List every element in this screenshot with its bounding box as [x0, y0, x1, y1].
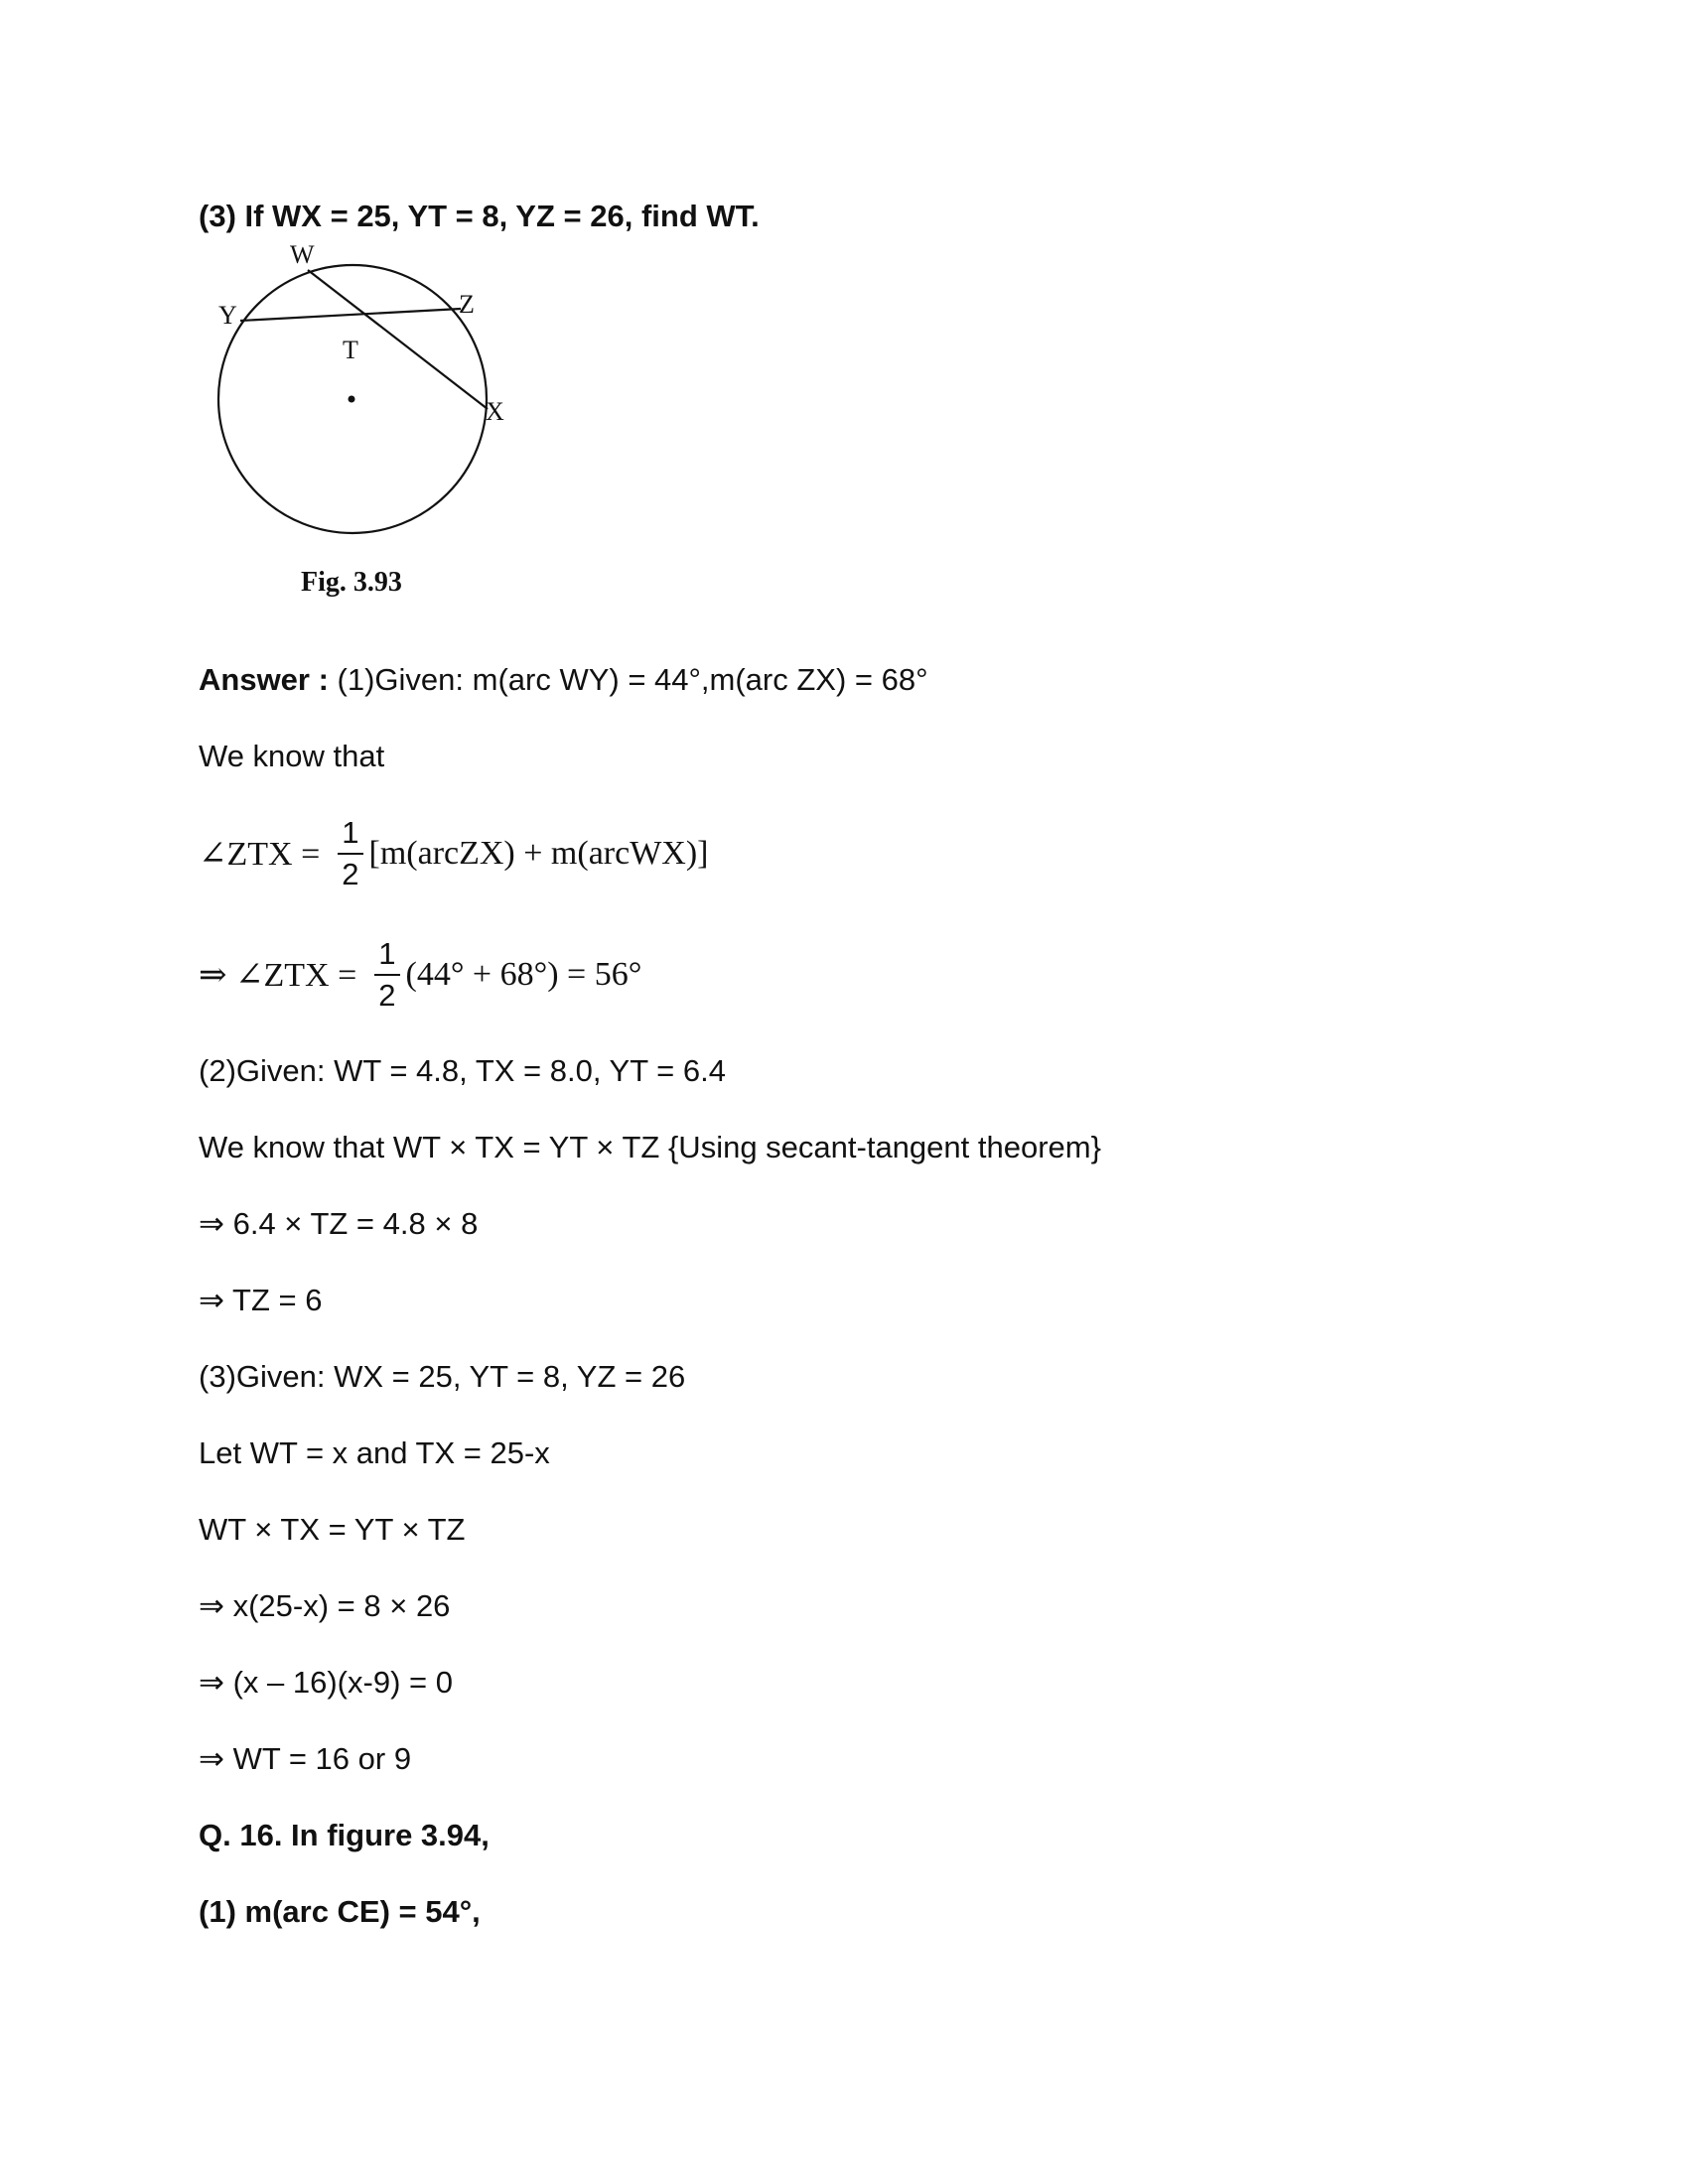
label-z: Z [459, 290, 475, 319]
part3-step2: ⇒ (x – 16)(x-9) = 0 [199, 1665, 453, 1700]
part2-theorem: We know that WT × TX = YT × TZ {Using secant-tangent theorem} [199, 1130, 1101, 1164]
part3-given: (3)Given: WX = 25, YT = 8, YZ = 26 [199, 1359, 686, 1394]
answer-part1 [199, 660, 928, 700]
eq2-rhs: (44° + 68°) = 56° [405, 956, 642, 993]
eq2-fraction [374, 936, 399, 1014]
equation-angle-result [199, 925, 641, 1024]
answer-label: Answer : [199, 662, 329, 697]
center-point [349, 396, 355, 403]
question16-heading: Q. 16. In figure 3.94, [199, 1818, 490, 1852]
figure-caption: Fig. 3.93 [301, 567, 402, 598]
part2-given: (2)Given: WT = 4.8, TX = 8.0, YT = 6.4 [199, 1053, 726, 1088]
eq2-denominator: 2 [378, 978, 396, 1013]
part3-step1: ⇒ x(25-x) = 8 × 26 [199, 1588, 451, 1623]
question16-item1: (1) m(arc CE) = 54°, [199, 1894, 481, 1929]
part2-step2: ⇒ TZ = 6 [199, 1283, 323, 1317]
question-heading: (3) If WX = 25, YT = 8, YZ = 26, find WT. [199, 199, 760, 233]
chord-yz [240, 309, 461, 321]
we-know-text: We know that [199, 739, 385, 773]
circle-figure [199, 238, 536, 635]
eq1-denominator: 2 [342, 857, 359, 891]
label-y: Y [218, 301, 237, 330]
label-x: X [486, 397, 504, 426]
eq2-lhs: ⇒ ∠ZTX = [199, 957, 357, 994]
part1-given: (1)Given: m(arc WY) = 44°,m(arc ZX) = 68° [328, 662, 928, 697]
part3-step3: ⇒ WT = 16 or 9 [199, 1741, 412, 1776]
eq1-rhs: [m(arcZX) + m(arcWX)] [368, 835, 709, 872]
equation-angle-formula [199, 804, 709, 903]
eq2-numerator: 1 [374, 936, 399, 976]
part2-step1: ⇒ 6.4 × TZ = 4.8 × 8 [199, 1206, 479, 1241]
part3-let: Let WT = x and TX = 25-x [199, 1435, 550, 1470]
eq1-numerator: 1 [338, 815, 362, 855]
eq1-fraction [338, 815, 362, 892]
eq1-lhs: ∠ZTX = [199, 836, 321, 873]
part3-relation: WT × TX = YT × TZ [199, 1512, 466, 1547]
label-t: T [343, 336, 358, 364]
label-w: W [290, 240, 315, 269]
